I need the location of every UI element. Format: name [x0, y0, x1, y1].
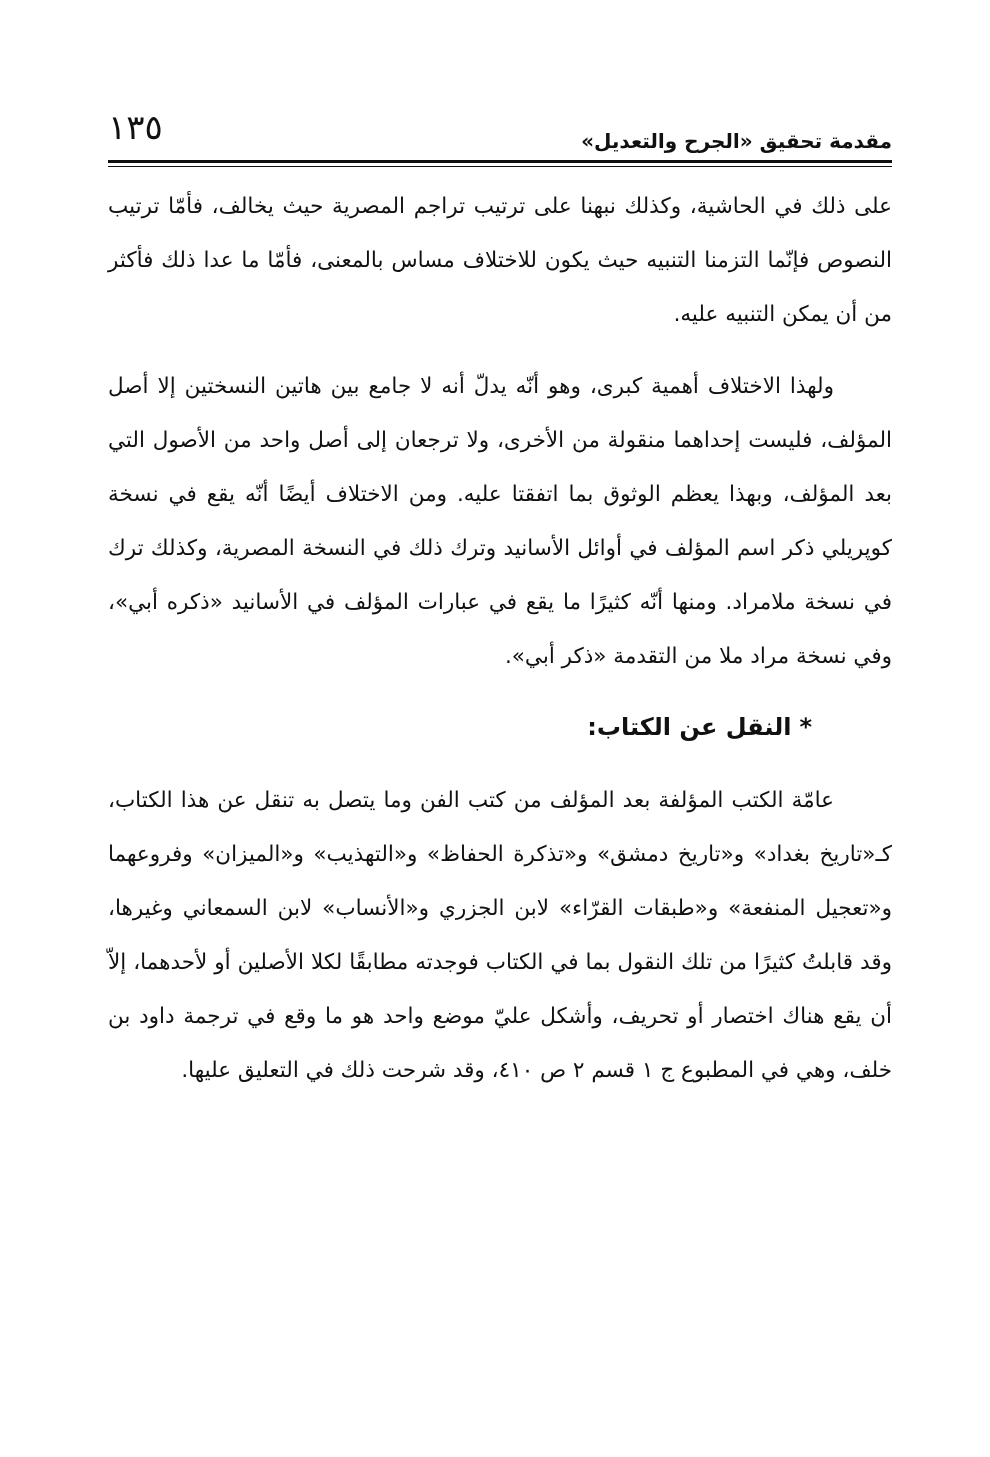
paragraph-3-text: عامّة الكتب المؤلفة بعد المؤلف من كتب الفن وما يتصل به تنقل عن هذا الكتاب، كـ«تاريخ بغداد» و«تاريخ دمشق» و«تذكرة الحفاظ» و«التهذيب» و«الميزان» وفروعهما و«تعجيل المنفعة» و«طبقات القرّاء» لابن الجزري و«الأنساب» لابن السمعاني وغيرها، وقد قابلتُ كثيرًا من تلك النقول بما في الكتاب فوجدته مطابقًا لكلا الأصلين أو لأحدهما، إلاّ أن يقع هناك اختصار أو تحريف، وأشكل عليّ موضع واحد هو ما وقع في ترجمة داود بن خلف، وهي في المطبوع ج ١ قسم ٢ ص ٤١٠، وقد شرحت ذلك في التعليق عليها. — [108, 788, 892, 1083]
header-rule-thin — [108, 166, 892, 167]
paragraph-2-text: ولهذا الاختلاف أهمية كبرى، وهو أنّه يدلّ أنه لا جامع بين هاتين النسختين إلا أصل المؤلف، فليست إحداهما منقولة من الأخرى، ولا ترجعان إلى أصل واحد من الأصول التي بعد المؤلف، وبهذا يعظم الوثوق بما اتفقتا عليه. ومن الاختلاف أيضًا أنّه يقع في نسخة كوپريلي ذكر اسم المؤلف في أوائل الأسانيد وترك ذلك في النسخة المصرية، وكذلك ترك في نسخة ملامراد. ومنها أنّه كثيرًا ما يقع في عبارات المؤلف في الأسانيد «ذكره أبي»، وفي نسخة مراد ملا من التقدمة «ذكر أبي». — [108, 374, 892, 669]
section-heading — [108, 700, 892, 754]
running-title: مقدمة تحقيق «الجرح والتعديل» — [581, 129, 892, 153]
paragraph-1-text: على ذلك في الحاشية، وكذلك نبهنا على ترتيب تراجم المصرية حيث يخالف، فأمّا ترتيب النصوص فإنّما التزمنا التنبيه حيث يكون للاختلاف مساس بالمعنى، فأمّا ما عدا ذلك فأكثر من أن يمكن التنبيه عليه. — [108, 194, 892, 327]
body-text — [108, 180, 892, 1098]
paragraph-3 — [108, 774, 892, 1098]
header-rule-thick — [108, 160, 892, 163]
section-heading-text: النقل عن الكتاب: — [587, 713, 792, 741]
section-marker: * — [799, 713, 812, 741]
paragraph-2 — [108, 360, 892, 684]
paragraph-1 — [108, 180, 892, 342]
page-header — [108, 98, 892, 158]
page-number: ١٣٥ — [108, 108, 163, 148]
